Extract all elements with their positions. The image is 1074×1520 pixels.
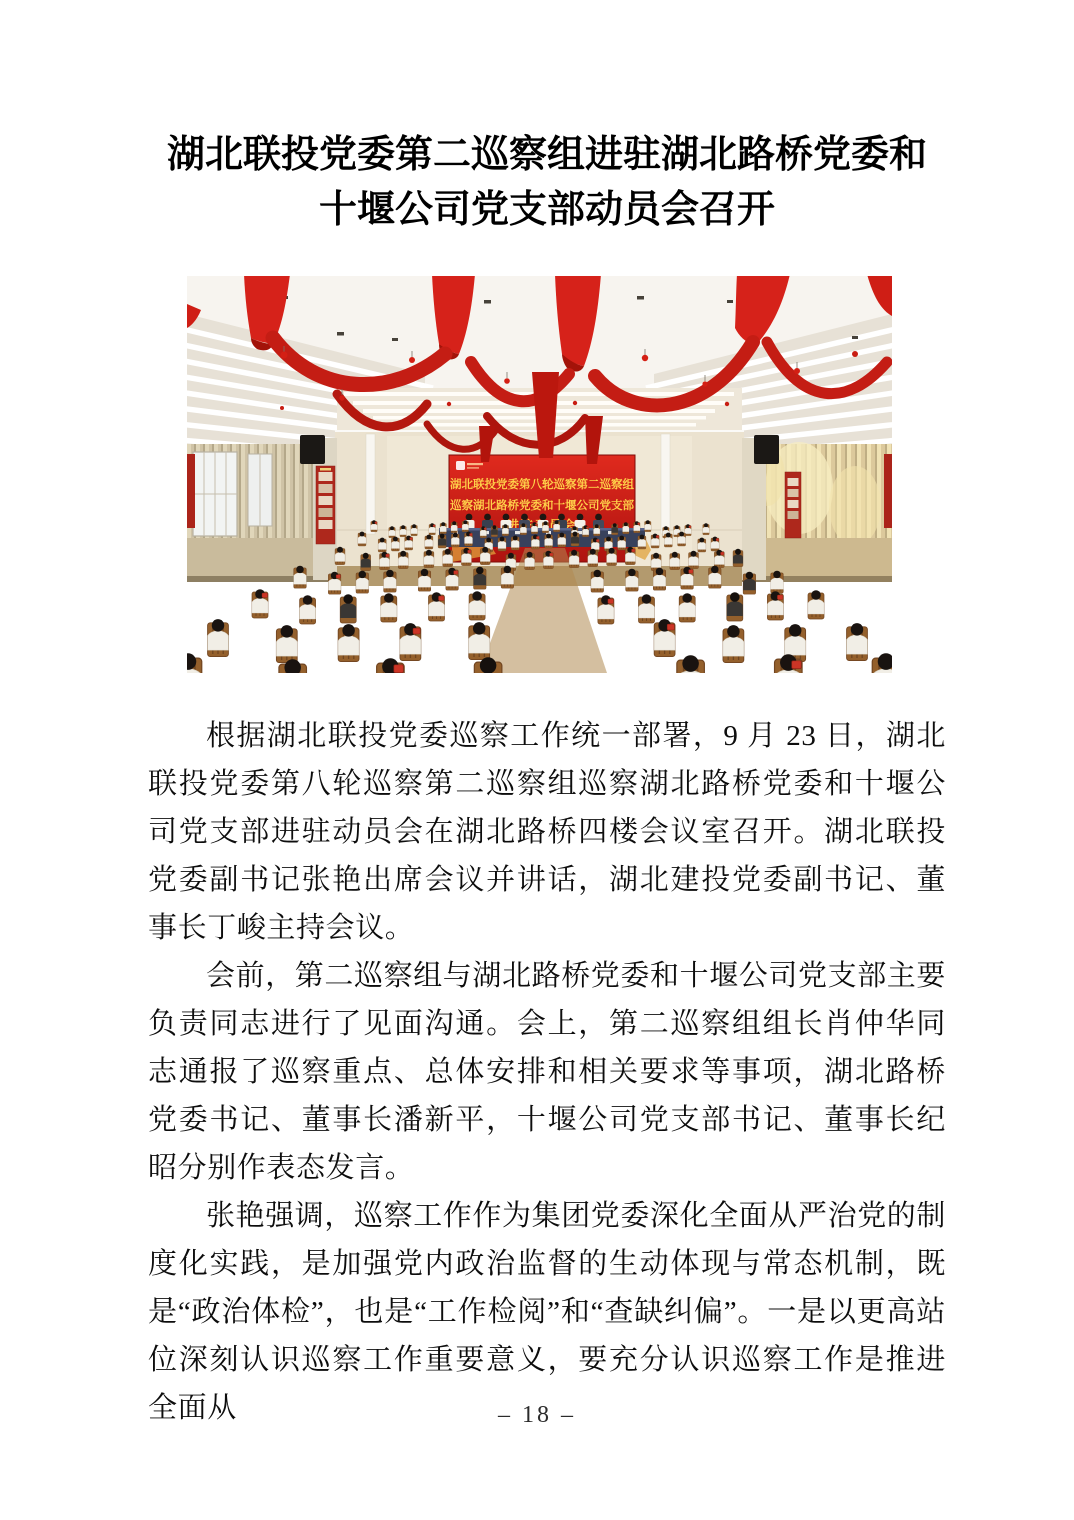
article-body [148, 712, 946, 1432]
screen-text-line-1: 湖北联投党委第八轮巡察第二巡察组 [450, 479, 634, 491]
side-banner-left [316, 466, 335, 544]
screen-logo [456, 461, 465, 470]
page-number: – 18 – [498, 1402, 576, 1428]
paragraph-3: 张艳强调，巡察工作作为集团党委深化全面从严治党的制度化实践，是加强党内政治监督的生动体现与常态机制，既是“政治体检”，也是“工作检阅”和“查缺纠偏”。一是以更高站位深刻认识巡察工作重要意义，要充分认识巡察工作是推进全面从 [148, 1200, 947, 1424]
paragraph-2: 会前，第二巡察组与湖北路桥党委和十堰公司党支部主要负责同志进行了见面沟通。会上，第二巡察组组长肖仲华同志通报了巡察重点、总体安排和相关要求等事项，湖北路桥党委书记、董事长潘新平，十堰公司党支部书记、董事长纪昭分别作表态发言。 [148, 960, 947, 1184]
speaker-left [300, 435, 325, 464]
article-title-line-2: 十堰公司党支部动员会召开 [318, 189, 775, 231]
article-title-line-1: 湖北联投党委第二巡察组进驻湖北路桥党委和 [166, 134, 927, 176]
side-banner-right [785, 472, 801, 538]
meeting-photo-illustration [187, 276, 892, 673]
screen-text-line-2: 巡察湖北路桥党委和十堰公司党支部 [450, 500, 634, 512]
speaker-right [754, 435, 779, 464]
article-title [148, 128, 946, 238]
paragraph-1: 根据湖北联投党委巡察工作统一部署，9 月 23 日，湖北联投党委第八轮巡察第二巡察组巡察湖北路桥党委和十堰公司党支部进驻动员会在湖北路桥四楼会议室召开。湖北联投党委副书记张艳出席会议并讲话，湖北建投党委副书记、董事长丁峻主持会议。 [148, 720, 946, 944]
meeting-photo [187, 276, 892, 673]
